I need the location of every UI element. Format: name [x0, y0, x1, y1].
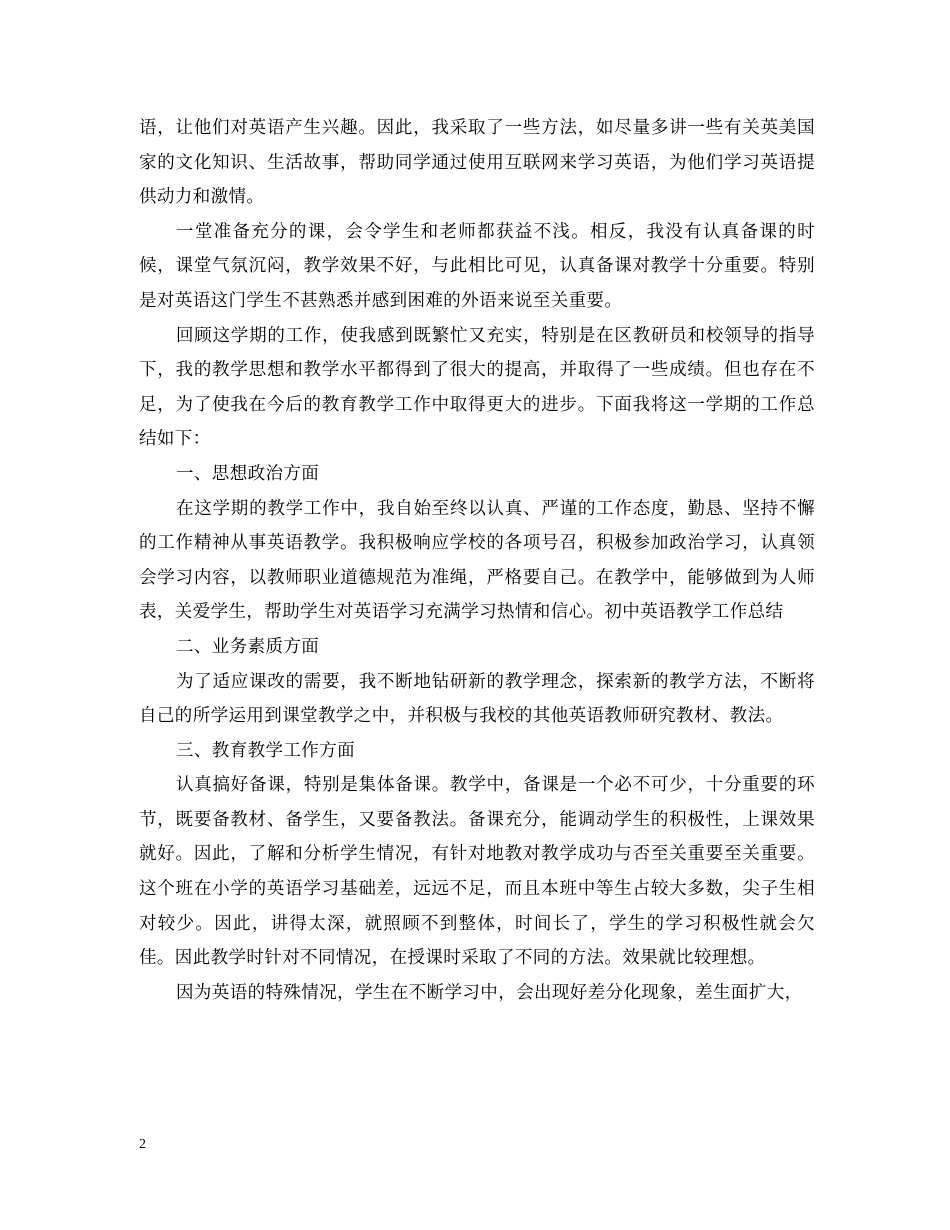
paragraph-professional: 为了适应课改的需要，我不断地钻研新的教学理念，探索新的教学方法，不断将自己的所学运用到课堂教学之中，并积极与我校的其他英语教师研究教材、教法。	[139, 671, 815, 727]
document-body	[139, 111, 815, 1010]
paragraph-lesson-preparation: 一堂准备充分的课，会令学生和老师都获益不浅。相反，我没有认真备课的时候，课堂气氛沉闷，教学效果不好，与此相比可见，认真备课对教学十分重要。特别是对英语这门学生不甚熟悉并感到困难的外语来说至关重要。	[139, 221, 815, 311]
section-heading-political: 一、思想政治方面	[176, 463, 320, 484]
section-heading-teaching: 三、教育教学工作方面	[176, 740, 355, 761]
paragraph-continuation: 语，让他们对英语产生兴趣。因此，我采取了一些方法，如尽量多讲一些有关英美国家的文化知识、生活故事，帮助同学通过使用互联网来学习英语，为他们学习英语提供动力和激情。	[139, 118, 815, 208]
page-number: 2	[139, 1137, 146, 1152]
paragraph-teaching: 认真搞好备课，特别是集体备课。教学中，备课是一个必不可少，十分重要的环节，既要备教材、备学生，又要备教法。备课充分，能调动学生的积极性，上课效果就好。因此，了解和分析学生情况，有针对地教对教学成功与否至关重要至关重要。这个班在小学的英语学习基础差，远远不足，而且本班中等生占较大多数，尖子生相对较少。因此，讲得太深，就照顾不到整体，时间长了，学生的学习积极性就会欠佳。因此教学时针对不同情况，在授课时采取了不同的方法。效果就比较理想。	[139, 775, 815, 969]
paragraph-review-intro: 回顾这学期的工作，使我感到既繁忙又充实，特别是在区教研员和校领导的指导下，我的教学思想和教学水平都得到了很大的提高，并取得了一些成绩。但也存在不足，为了使我在今后的教育教学工作中取得更大的进步。下面我将这一学期的工作总结如下：	[139, 325, 815, 450]
paragraph-political: 在这学期的教学工作中，我自始至终以认真、严谨的工作态度，勤恳、坚持不懈的工作精神从事英语教学。我积极响应学校的各项号召，积极参加政治学习，认真领会学习内容，以教师职业道德规范为准绳，严格要自己。在教学中，能够做到为人师表，关爱学生，帮助学生对英语学习充满学习热情和信心。初中英语教学工作总结	[139, 498, 815, 623]
section-heading-professional: 二、业务素质方面	[176, 636, 320, 657]
paragraph-english-differentiation: 因为英语的特殊情况，学生在不断学习中，会出现好差分化现象，差生面扩大，	[176, 982, 803, 1003]
